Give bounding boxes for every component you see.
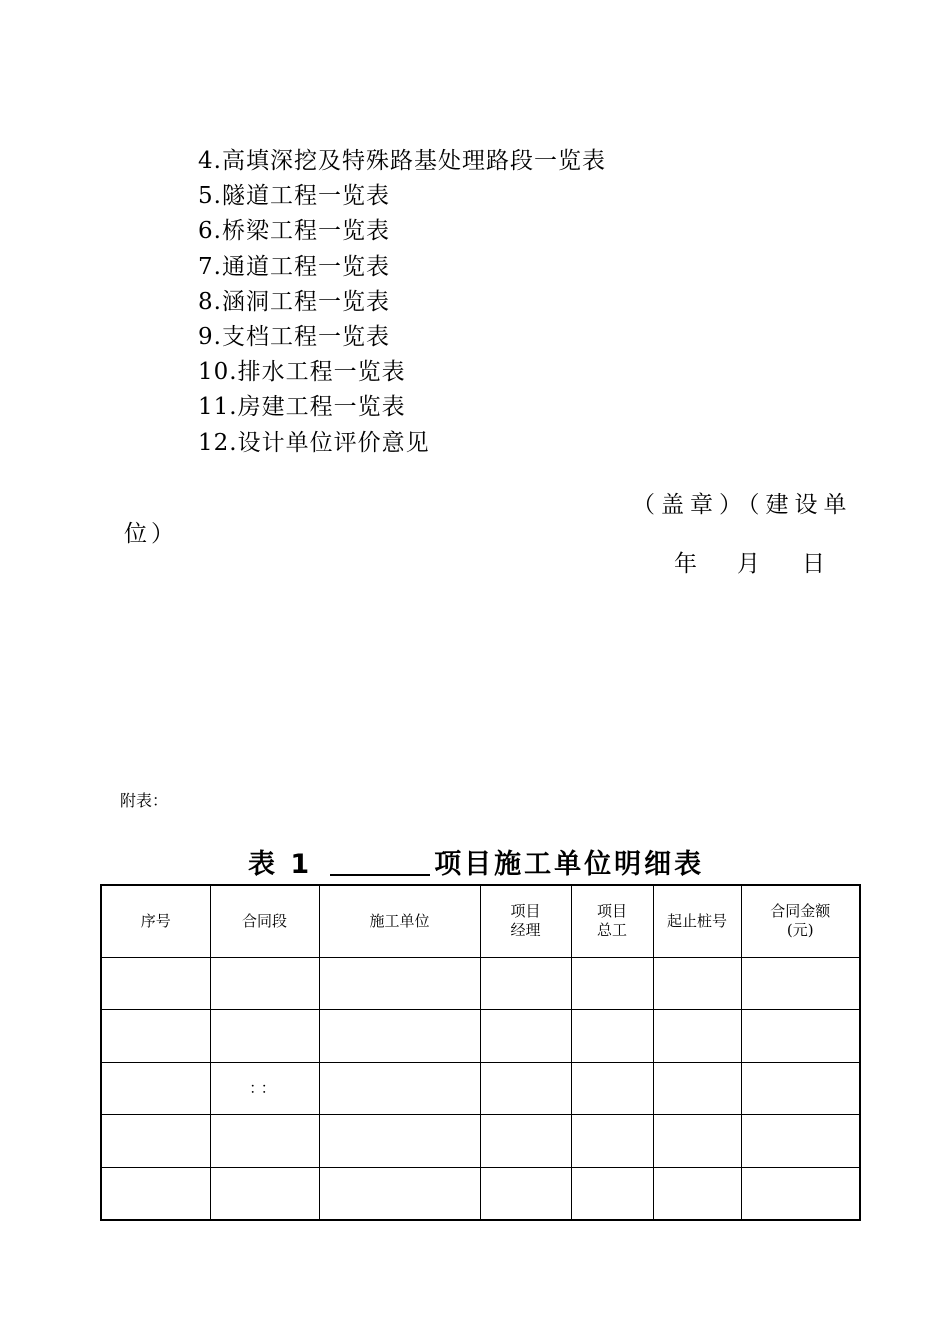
table-cell <box>101 957 210 1010</box>
table-cell <box>480 1010 571 1063</box>
header-contractor: 施工单位 <box>319 885 480 957</box>
table-title-prefix: 表 1 <box>248 849 313 880</box>
table-cell <box>101 1062 210 1115</box>
table-cell <box>653 1115 741 1168</box>
table-cell <box>210 1010 319 1063</box>
list-item: 8.涵洞工程一览表 <box>198 288 390 315</box>
list-item: 5.隧道工程一览表 <box>198 183 390 210</box>
table-cell <box>741 1167 860 1220</box>
table-row <box>101 1010 860 1063</box>
date-year: 年 <box>674 551 697 577</box>
header-station-range: 起止桩号 <box>653 885 741 957</box>
table-cell <box>653 957 741 1010</box>
table-cell <box>210 1115 319 1168</box>
table-cell <box>101 1010 210 1063</box>
list-item: 7.通道工程一览表 <box>198 253 390 280</box>
list-item: 10.排水工程一览表 <box>198 359 406 386</box>
table-row <box>101 1062 860 1115</box>
table-row <box>101 957 860 1010</box>
header-contract-section: 合同段 <box>210 885 319 957</box>
table-cell <box>571 1167 653 1220</box>
table-cell: ：： <box>210 1062 319 1115</box>
table-cell <box>101 1115 210 1168</box>
list-item: 11.房建工程一览表 <box>198 394 406 421</box>
seal-line-wrap: 位） <box>124 521 178 547</box>
header-contract-amount: 合同金额 (元) <box>741 885 860 957</box>
attachment-label: 附表： <box>120 791 169 810</box>
header-chief-engineer: 项目 总工 <box>571 885 653 957</box>
list-item: 12.设计单位评价意见 <box>198 429 430 456</box>
date-day: 日 <box>802 551 825 577</box>
table-cell <box>101 1167 210 1220</box>
table-header-row <box>101 885 860 957</box>
list-item: 6.桥梁工程一览表 <box>198 218 390 245</box>
table-cell <box>741 1062 860 1115</box>
table-cell <box>480 957 571 1010</box>
table-cell <box>319 1062 480 1115</box>
table-cell <box>653 1062 741 1115</box>
table-cell <box>571 957 653 1010</box>
list-item: 4.高填深挖及特殊路基处理路段一览表 <box>198 148 606 174</box>
table-cell <box>741 1115 860 1168</box>
table-cell <box>480 1167 571 1220</box>
appendix-list <box>198 144 606 461</box>
header-project-manager: 项目 经理 <box>480 885 571 957</box>
table-cell <box>480 1115 571 1168</box>
table-cell <box>319 1167 480 1220</box>
table-cell <box>319 1010 480 1063</box>
table-cell <box>571 1062 653 1115</box>
table-title <box>248 842 704 881</box>
table-cell <box>571 1115 653 1168</box>
table-cell <box>210 957 319 1010</box>
table-cell <box>319 1115 480 1168</box>
table-title-suffix: 项目施工单位明细表 <box>434 849 705 880</box>
table-row <box>101 1167 860 1220</box>
seal-line: （盖章）（建设单 <box>632 492 853 518</box>
list-item: 9.支档工程一览表 <box>198 323 390 350</box>
table-cell <box>741 1010 860 1063</box>
table-row <box>101 1115 860 1168</box>
table-cell <box>653 1167 741 1220</box>
table-cell <box>210 1167 319 1220</box>
header-seq: 序号 <box>101 885 210 957</box>
table-cell <box>653 1010 741 1063</box>
title-blank-line <box>330 850 430 876</box>
date-month: 月 <box>737 551 760 577</box>
table-cell <box>571 1010 653 1063</box>
table-cell <box>319 957 480 1010</box>
table-cell <box>480 1062 571 1115</box>
contractor-table <box>100 884 861 1221</box>
table-cell <box>741 957 860 1010</box>
